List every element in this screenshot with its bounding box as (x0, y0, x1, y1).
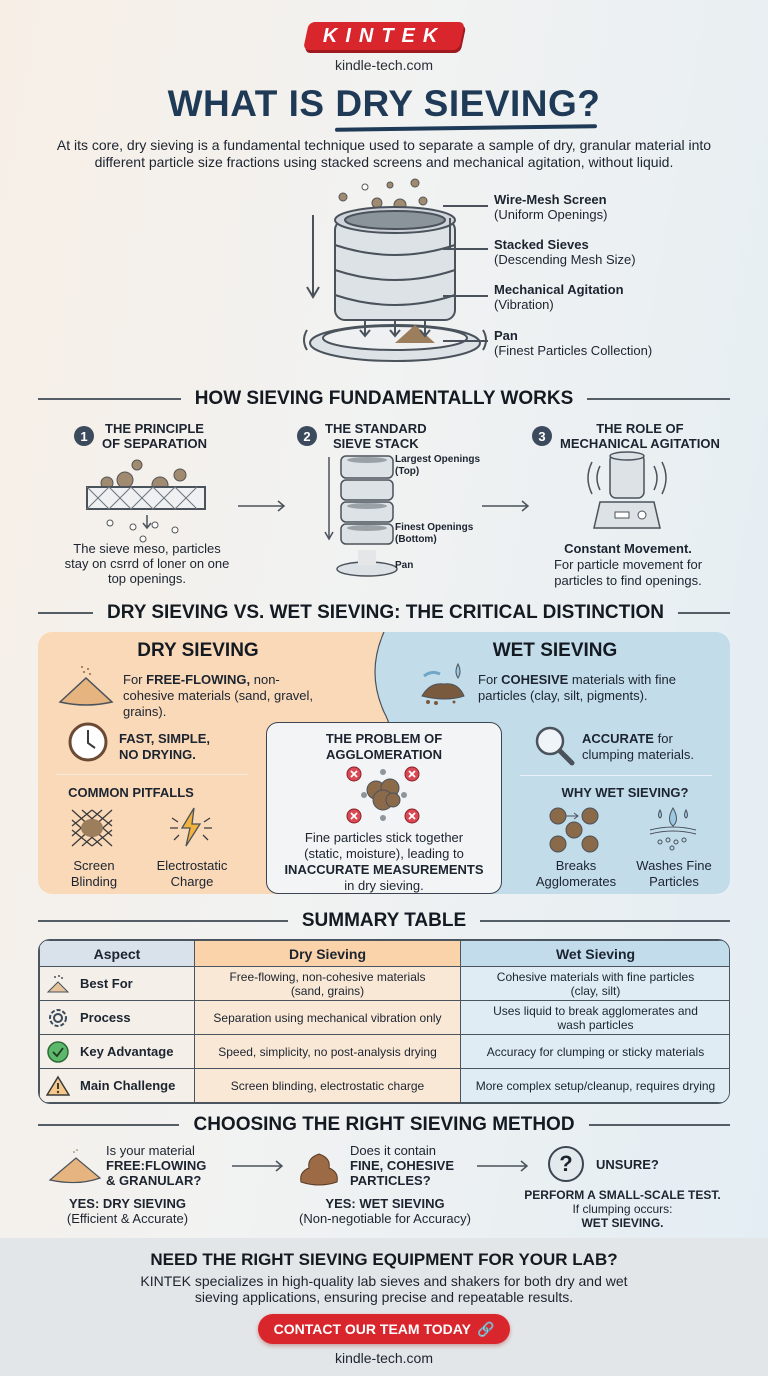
wet-sieving-title: WET SIEVING (492, 640, 618, 661)
step-number-badge: 1 (74, 426, 94, 446)
agglomeration-title: THE PROBLEM OF AGGLOMERATION (325, 731, 443, 762)
summary-table (38, 939, 730, 1104)
sand-pile-icon (58, 666, 114, 715)
agglomerate-clump-icon (346, 766, 422, 829)
washes-fine-particles-icon (646, 804, 700, 859)
choice-2-question: Does it contain FINE, COHESIVE PARTICLES? (350, 1143, 455, 1188)
step-1-description: The sieve meso, particles stay on csrrd of loner on one top openings. (64, 541, 230, 586)
choice-1-question: Is your material FREE:FLOWING & GRANULAR? (106, 1143, 207, 1188)
choice-3-answer: PERFORM A SMALL-SCALE TEST. If clumping occurs: WET SIEVING. (524, 1188, 721, 1230)
leader-line (443, 295, 488, 297)
arrow-right-icon (477, 1159, 532, 1177)
step-3-header: 3 THE ROLE OF MECHANICAL AGITATION (532, 421, 720, 451)
dry-benefit: FAST, SIMPLE, NO DRYING. (119, 731, 211, 762)
clock-icon (68, 722, 108, 767)
dry-sieving-description: For FREE-FLOWING, non-cohesive materials (sand, gravel, grains). (123, 672, 314, 719)
sieve-stack-icon (323, 452, 398, 587)
title-underline (335, 124, 597, 132)
leader-line (443, 248, 488, 250)
up-arrow-icon (449, 218, 451, 248)
magnifier-icon (533, 724, 575, 771)
dry-sieving-title: DRY SIEVING (137, 640, 259, 661)
arrow-right-icon (238, 499, 288, 517)
footer-text: KINTEK specializes in high-quality lab sieves and shakers for both dry and wet sieving applications, ensuring precise and repeatable results. (140, 1273, 628, 1305)
step-3-description: Constant Movement. For particle movement for particles to find openings. (553, 541, 703, 588)
why-wet-title: WHY WET SIEVING? (561, 785, 689, 800)
electrostatic-charge-icon (166, 806, 216, 853)
divider (56, 774, 248, 775)
leader-line (443, 340, 488, 342)
breaks-agglomerates-icon (548, 806, 600, 859)
arrow-right-icon (232, 1159, 287, 1177)
contact-team-button[interactable]: CONTACT OUR TEAM TODAY 🔗 (258, 1314, 510, 1344)
sand-pile-icon (46, 972, 70, 996)
column-header-aspect: Aspect (40, 941, 195, 967)
section-heading-how: HOW SIEVING FUNDAMENTALLY WORKS (38, 388, 730, 410)
choice-2-answer: YES: WET SIEVING (Non-negotiable for Accuracy) (299, 1196, 471, 1226)
wet-benefit: ACCURATE for clumping materials. (582, 731, 694, 762)
column-header-dry: Dry Sieving (195, 941, 461, 967)
wet-soil-icon (418, 662, 474, 713)
why-washes-fine: Washes Fine Particles (636, 858, 712, 889)
sieve-shaker-icon (582, 450, 672, 540)
check-circle-icon (46, 1040, 70, 1064)
warning-icon (46, 1074, 70, 1098)
hero-label-wire-mesh: Wire-Mesh Screen (Uniform Openings) (494, 192, 608, 222)
table-row: Process Separation using mechanical vibration only Uses liquid to break agglomerates and wash particles (40, 1001, 731, 1035)
choice-1-answer: YES: DRY SIEVING (Efficient & Accurate) (66, 1196, 189, 1226)
site-url[interactable]: kindle-tech.com (334, 57, 434, 73)
section-heading-versus: DRY SIEVING VS. WET SIEVING: THE CRITICAL DISTINCTION (38, 602, 730, 624)
footer-heading: NEED THE RIGHT SIEVING EQUIPMENT FOR YOUR LAB? (150, 1250, 618, 1269)
table-row: Best For Free-flowing, non-cohesive materials (sand, grains) Cohesive materials with fine particles (clay, silt) (40, 967, 731, 1001)
column-header-wet: Wet Sieving (461, 941, 731, 967)
link-icon: 🔗 (476, 1320, 495, 1337)
step-1-header: 1 THE PRINCIPLE OF SEPARATION (74, 421, 207, 451)
label-finest-openings: Finest Openings (Bottom) (395, 522, 474, 545)
arrow-right-icon (482, 499, 532, 517)
gear-icon (46, 1006, 70, 1030)
pitfall-electrostatic: Electrostatic Charge (156, 858, 228, 889)
section-heading-choosing: CHOOSING THE RIGHT SIEVING METHOD (38, 1114, 730, 1136)
table-row: Key Advantage Speed, simplicity, no post-analysis drying Accuracy for clumping or sticky materials (40, 1035, 731, 1069)
section-heading-summary: SUMMARY TABLE (38, 910, 730, 932)
cohesive-clump-icon (297, 1148, 341, 1193)
step-number-badge: 2 (297, 426, 317, 446)
question-icon: ? (548, 1146, 584, 1182)
hero-label-agitation: Mechanical Agitation (Vibration) (494, 282, 624, 312)
why-breaks-agglomerates: Breaks Agglomerates (535, 858, 617, 889)
agglomeration-text: Fine particles stick together (static, moisture), leading to INACCURATE MEASUREMENTS in dry sieving. (284, 830, 484, 893)
choice-3-question: UNSURE? (596, 1157, 659, 1172)
screen-blinding-icon (70, 808, 114, 853)
pitfalls-title: COMMON PITFALLS (68, 785, 194, 800)
footer-site-url[interactable]: kindle-tech.com (334, 1350, 434, 1366)
divider (520, 775, 712, 776)
kintek-logo[interactable]: KINTEK (303, 22, 465, 50)
intro-text: At its core, dry sieving is a fundamental technique used to separate a sample of dry, granular material into different particle size fractions using stacked screens and mechanical agitation, without liquid. (56, 137, 712, 170)
mesh-separation-icon (85, 455, 210, 555)
page-title: WHAT IS DRY SIEVING? (167, 83, 601, 124)
step-number-badge: 3 (532, 426, 552, 446)
label-largest-openings: Largest Openings (Top) (395, 454, 481, 477)
sand-pile-icon (48, 1148, 104, 1193)
table-row: Main Challenge Screen blinding, electrostatic charge More complex setup/cleanup, requires drying (40, 1069, 731, 1103)
hero-label-pan: Pan (Finest Particles Collection) (494, 328, 653, 358)
pitfall-screen-blinding: Screen Blinding (70, 858, 118, 889)
label-pan: Pan (395, 560, 414, 571)
leader-line (443, 205, 488, 207)
step-2-header: 2 THE STANDARD SIEVE STACK (297, 421, 427, 451)
hero-label-stacked-sieves: Stacked Sieves (Descending Mesh Size) (494, 237, 636, 267)
wet-sieving-description: For COHESIVE materials with fine particles (clay, silt, pigments). (478, 672, 676, 703)
